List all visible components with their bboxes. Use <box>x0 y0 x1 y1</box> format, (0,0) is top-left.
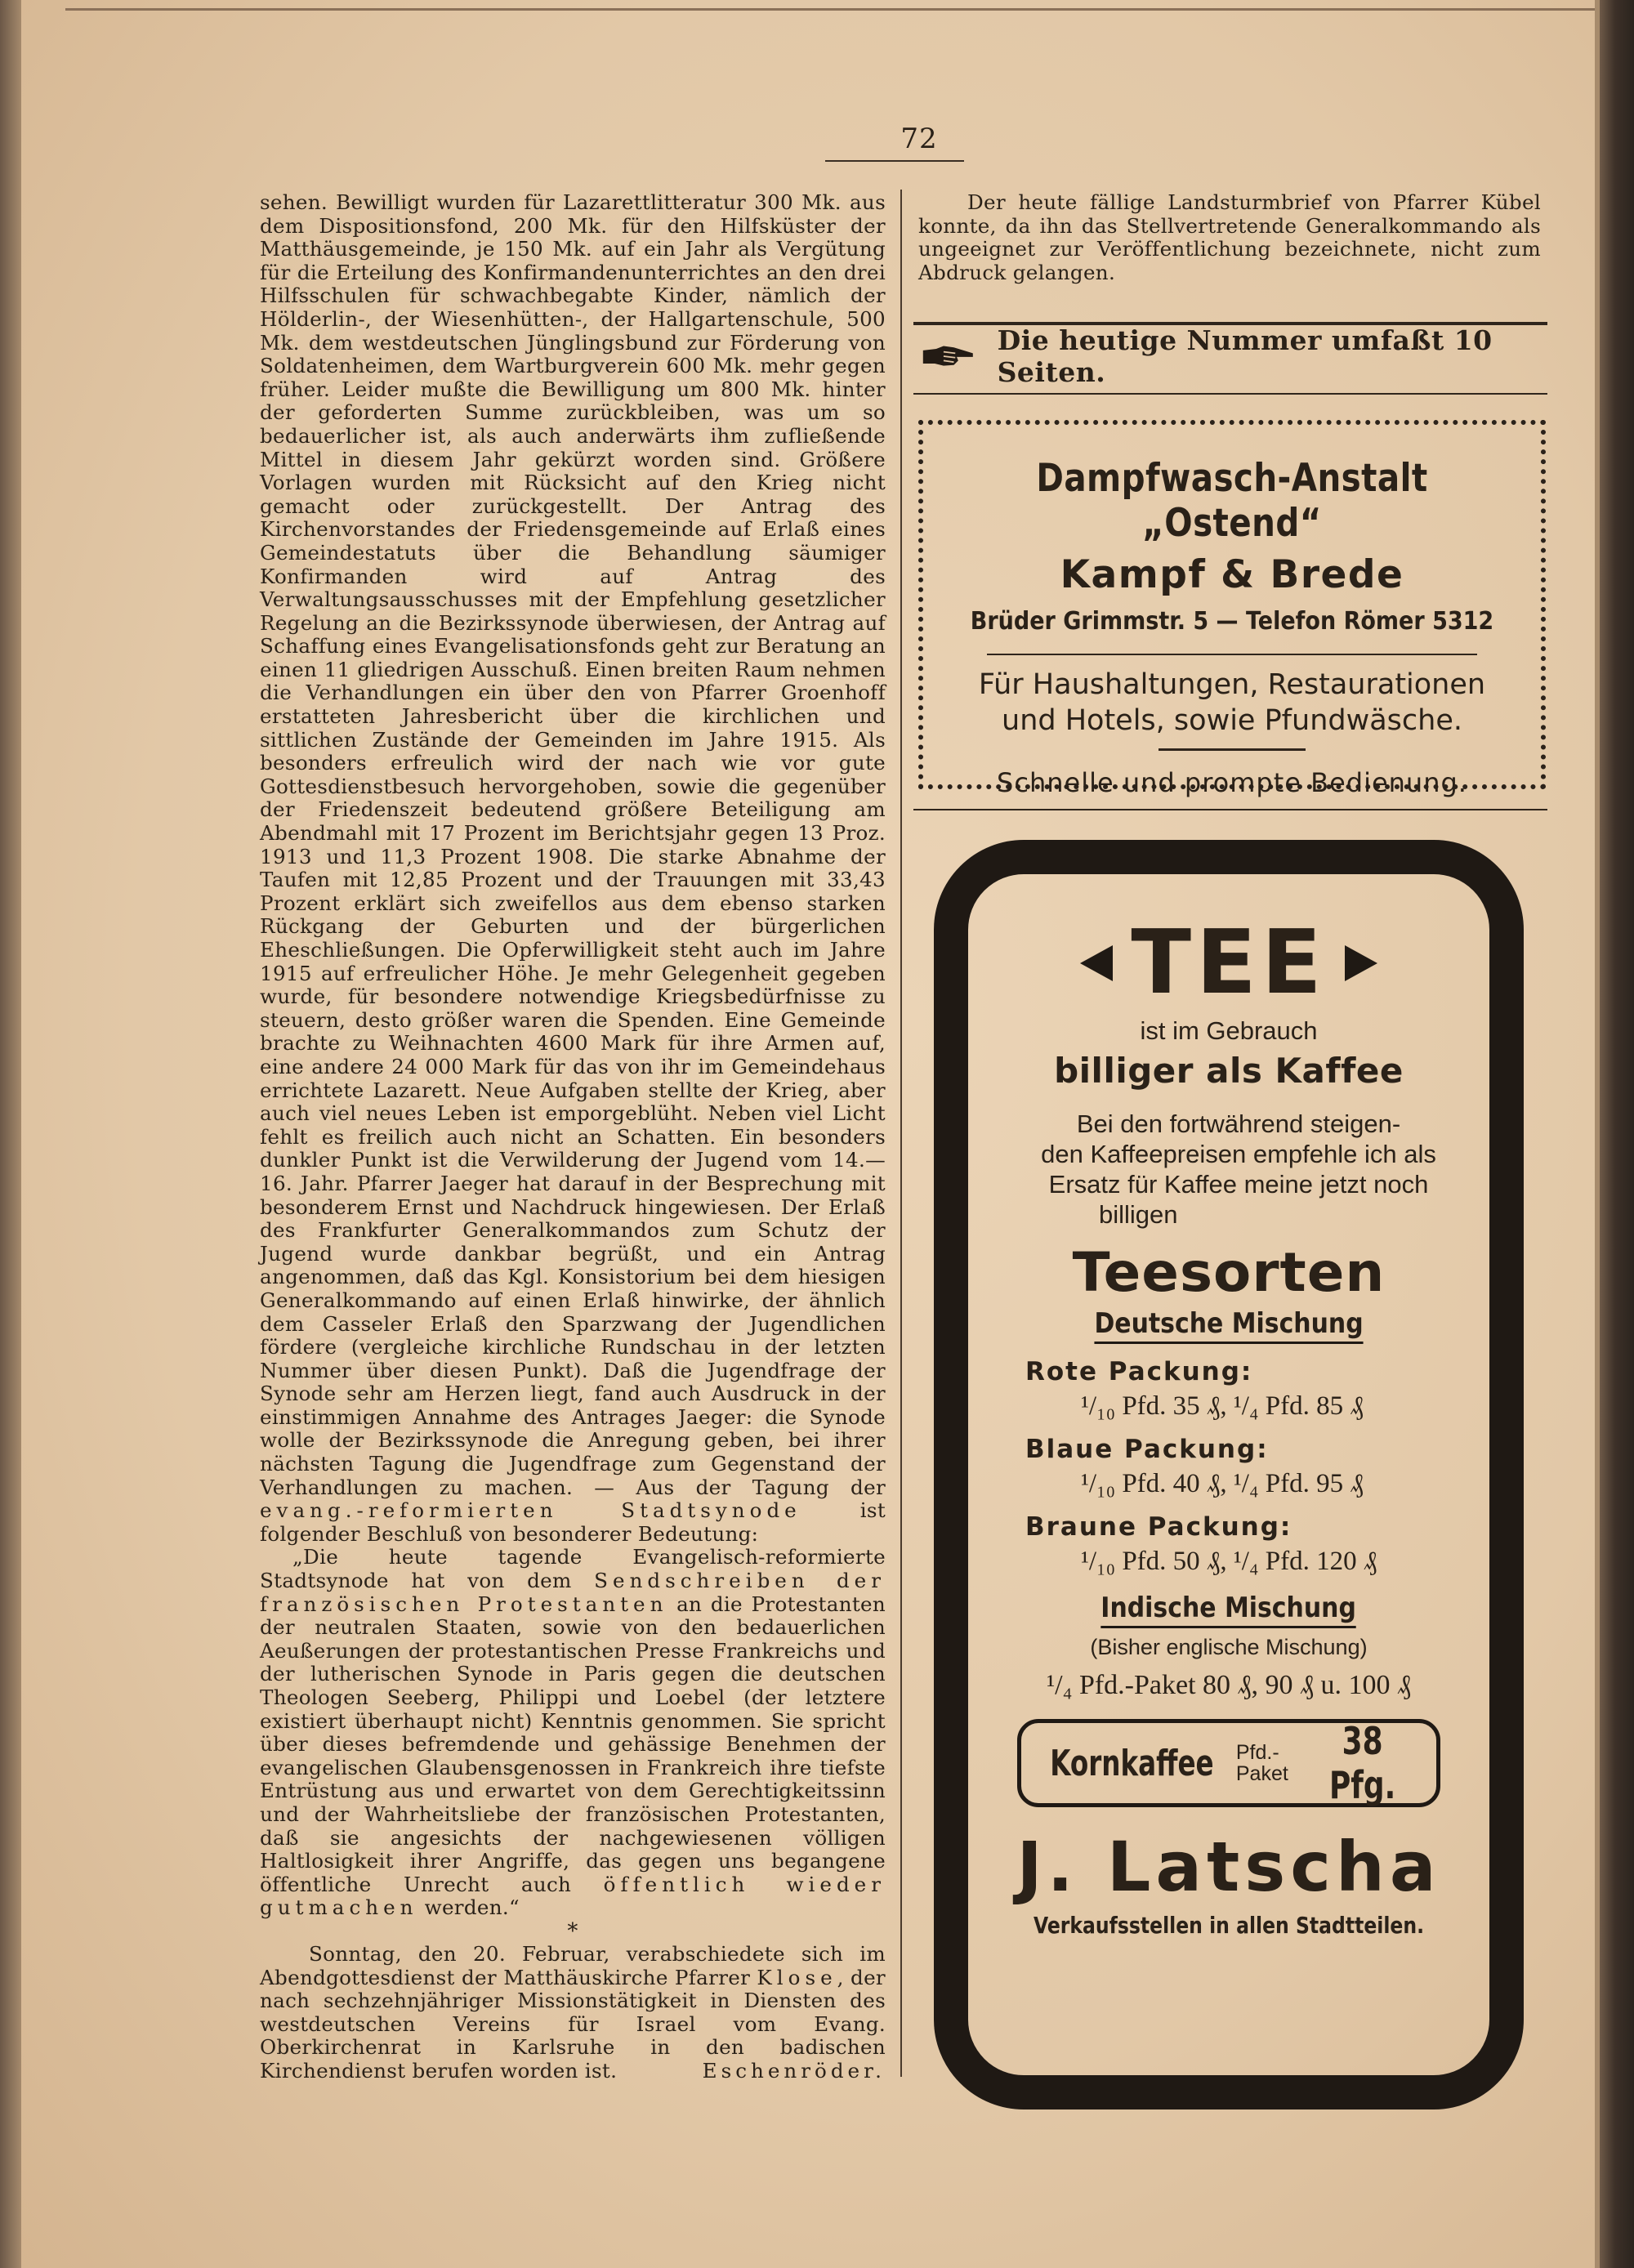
tea-cheaper: billiger als Kaffee <box>1054 1051 1404 1091</box>
resolution-quote <box>260 1546 886 1920</box>
article-text-1: sehen. Bewilligt wurden für Lazarettlitteratur 300 Mk. aus dem Dispositionsfond, 200 Mk. für den Hilfsküster der Matthäusgemeinde, je 150 Mk. auf ein Jahr als Vergütung für die Erteilung des Konfirmandenunterrichtes an den drei Hilfsschulen für schwachbegabte Kinder, nämlich der Hölderlin-, der Wiesenhütten-, der Hallgartenschule, 500 Mk. dem westdeutschen Jünglingsbund zur Förderung von Soldatenheimen, dem Wartburgverein 600 Mk. mehr gegen früher. Leider mußte die Bewilligung um 800 Mk. hinter der geforderten Summe zurückbleiben, was um so bedauerlicher ist, als auch anderwärts ihm zufließende Mittel in diesem Jahr gekürzt worden sind. Größere Vorlagen wurden mit Rücksicht auf den Krieg nicht gemacht oder zurückgestellt. Der Antrag des Kirchenvorstandes der Friedensgemeinde auf Erlaß eines Gemeindestatuts über die Behandlung säumiger Konfirmanden wird auf Antrag des Verwaltungsausschusses mit der Empfehlung gesetzlicher Regelung an die Bezirkssynode überwiesen, der Antrag auf Schaffung eines Evangelisationsfonds geht zur Beratung an einen 11 gliedrigen Ausschuß. Einen breiten Raum nehmen die Verhandlungen ein über den von Pfarrer Groenhoff erstatteten Jahresbericht über die kirchlichen und sittlichen Zustände der Gemeinden im Jahre 1915. Als besonders erfreulich wird der nach wie vor gute Gottesdienstbesuch hervorgehoben, sowie die gegenüber der Friedenszeit bedeutend größere Beteiligung am Abendmahl mit 17 Prozent im Berichtsjahr gegen 13 Proz. 1913 und 11,3 Prozent 1908. Die starke Abnahme der Taufen mit 12,85 Prozent und der Trauungen mit 33,43 Prozent erklärt sich zweifellos aus dem ebenso starken Rückgang der Geburten und der bürgerlichen Eheschließungen. Die Opferwilligkeit steht auch im Jahre 1915 auf erfreulicher Höhe. Je mehr Gelegenheit gegeben wurde, für besondere notwendige Kriegsbedürfnisse zu steuern, desto größer waren die Spenden. Eine Gemeinde brachte zu Weihnachten 4600 Mark für ihre Armen auf, eine andere 24 000 Mark für das von ihr im Gemeindehaus errichtete Lazarett. Neue Aufgaben stellte der Krieg, aber auch viel neues Leben ist emporgeblüht. Neben viel Licht fehlt es freilich auch nicht an Schatten. Ein besonders dunkler Punkt ist die Verwilderung der Jugend vom 14.—16. Jahr. Pfarrer Jaeger hat darauf in der Besprechung mit besonderem Ernst und Nachdruck hingewiesen. Der Erlaß des Frankfurter Generalkommandos zum Schutz der Jugend wurde dankbar begrüßt, und ein Antrag angenommen, daß das Kgl. Konsistorium bei dem hiesigen Generalkommando auf einen Erlaß hinwirke, der ähnlich dem Casseler Erlaß den Sparzwang der Jugendlichen fördere (vergleiche kirchliche Rundschau in der letzten Nummer über diesen Punkt). Daß die Jugendfrage der Synode sehr am Herzen liegt, fand auch Ausdruck in der einstimmigen Annahme des Antrages Jaeger: die Synode wolle der Bezirkssynode die Anregung geben, bei ihrer nächsten Tagung die Jugendfrage zum Gegenstand der Verhandlungen zu machen. — Aus der Tagung der <box>260 190 886 1499</box>
german-mix-title: Deutsche Mischung <box>1094 1307 1363 1344</box>
grain-coffee-unit <box>1236 1742 1288 1784</box>
grain-coffee-unit-2: Paket <box>1235 1762 1288 1785</box>
page-left-edge <box>0 0 21 2268</box>
pack-red-prices: ¹/₁₀ Pfd. 35 ₰, ¹/₄ Pfd. 85 ₰ <box>1081 1391 1364 1421</box>
tea-headline <box>968 912 1489 1014</box>
tea-word: TEE <box>1131 912 1327 1014</box>
grain-coffee-price: 38 Pfg. <box>1328 1719 1396 1807</box>
landsturm-notice: Der heute fällige Landsturmbrief von Pfarrer Kübel konnte, da ihn das Stellvertretende Generalkommando als ungeeignet zur Veröffentlichung bezeichnete, nicht zum Abdruck gelangen. <box>918 190 1541 284</box>
quote-emphasis-1: Sendschreiben der französischen Protestanten <box>260 1569 886 1616</box>
merchant-name: J. Latscha <box>1016 1827 1441 1907</box>
article-text-1-end: ist folgender Beschluß von besonderer Bedeutung: <box>260 1498 886 1546</box>
laundry-desc-line-2: und Hotels, sowie Pfundwäsche. <box>1002 704 1462 737</box>
pack-blue-label: Blaue Packung: <box>1025 1435 1269 1464</box>
pack-brown-prices: ¹/₁₀ Pfd. 50 ₰, ¹/₄ Pfd. 120 ₰ <box>1081 1547 1377 1576</box>
column-divider <box>900 190 902 2077</box>
laundry-title: Dampfwasch-Anstalt „Ostend“ <box>1036 456 1428 546</box>
indian-mix-note: (Bisher englische Mischung) <box>1090 1635 1368 1659</box>
page-number-rule <box>825 160 964 162</box>
indian-mix-prices: ¹/₄ Pfd.-Paket 80 ₰, 90 ₰ u. 100 ₰ <box>1046 1670 1412 1700</box>
quote-text-c: werden.“ <box>417 1895 520 1920</box>
laundry-service: Schnelle und prompte Bedienung. <box>997 767 1467 798</box>
section-separator: * <box>567 1918 578 1944</box>
grain-coffee-unit-1: Pfd.- <box>1235 1741 1279 1764</box>
triangle-left-icon <box>1080 945 1113 981</box>
laundry-description <box>923 667 1541 739</box>
page-count-notice <box>918 324 1547 388</box>
pack-brown-label: Braune Packung: <box>1025 1512 1292 1542</box>
pages-rule <box>913 393 1547 395</box>
pointing-hand-icon <box>922 342 975 371</box>
top-rule <box>65 8 1609 11</box>
laundry-advertisement <box>918 420 1546 798</box>
tea-advertisement <box>934 840 1524 2110</box>
tea-body-line-1: Bei den fortwährend steigen- <box>1076 1109 1401 1138</box>
advertisement-rule <box>913 809 1547 810</box>
quote-text-a: „Die heute tagende Evangelisch-reformierte Stadtsynode hat von dem <box>260 1545 886 1593</box>
book-binding <box>1600 0 1634 2268</box>
quote-text-b: an die Protestanten der neutralen Staaten, sowie von den bedauerlichen Aeußerungen der protestantischen Presse Frankreichs und der lutherischen Synode in Paris gegen die deutschen Theologen Seeberg, Philippi und Loebel (der letztere existiert überhaupt nicht) Kenntnis genommen. Sie spricht über dieses befremdende und gehässige Benehmen der evangelischen Glaubensgenossen in Frankreich ihre tiefste Entrüstung aus und erwartet von dem Gerechtigkeitssinn und der Wahrheitsliebe der französischen Protestanten, daß sie angesichts der nachgewiesenen völligen Haltlosigkeit ihrer Angriffe, das gegen uns begangene öffentliche Unrecht auch <box>260 1592 886 1896</box>
triangle-right-icon <box>1345 945 1377 981</box>
pack-red <box>968 1357 1489 1422</box>
article-text-2b: , der nach sechzehnjähriger Missionstätigkeit in Diensten des westdeutschen Vereins für Israel vom Evang. Oberkirchenrat in Karlsruhe in den badischen Kirchendienst berufen worden ist. <box>260 1965 886 2083</box>
quote-emphasis-2: öffentlich wieder gutmachen <box>260 1872 886 1920</box>
laundry-address: Brüder Grimmstr. 5 — Telefon Römer 5312 <box>970 607 1494 636</box>
author-signature: Eschenröder. <box>702 2058 886 2083</box>
tea-in-use: ist im Gebrauch <box>1140 1016 1318 1045</box>
page-count-text: Die heutige Nummer umfaßt 10 Seiten. <box>997 324 1493 388</box>
tea-sorts-title: Teesorten <box>1072 1241 1386 1304</box>
tea-body-text <box>1020 1109 1457 1230</box>
laundry-rule <box>987 654 1477 655</box>
tea-body-line-3: Ersatz für Kaffee meine jetzt noch <box>1048 1170 1429 1199</box>
article-column <box>260 190 886 2083</box>
laundry-desc-line-1: Für Haushaltungen, Restaurationen <box>978 668 1486 701</box>
pack-blue <box>968 1435 1489 1499</box>
article-paragraph-2 <box>260 1943 886 2083</box>
tea-body-line-2: den Kaffeepreisen empfehle ich als <box>1041 1140 1436 1168</box>
laundry-rule-short <box>1159 748 1306 751</box>
pack-brown <box>968 1512 1489 1577</box>
merchant-outlets: Verkaufsstellen in allen Stadtteilen. <box>1033 1912 1425 1939</box>
laundry-firm: Kampf & Brede <box>1060 552 1404 597</box>
pack-red-label: Rote Packung: <box>1025 1357 1253 1386</box>
pack-blue-prices: ¹/₁₀ Pfd. 40 ₰, ¹/₄ Pfd. 95 ₰ <box>1081 1469 1364 1498</box>
grain-coffee-name: Kornkaffee <box>1050 1742 1214 1784</box>
article-paragraph-1 <box>260 191 886 1546</box>
article-text-2a: Sonntag, den 20. Februar, verabschiedete sich im Abendgottesdienst der Matthäuskirche Pfarrer <box>260 1941 886 1989</box>
pastor-name: Klose <box>757 1965 837 1989</box>
tea-body-line-4: billigen <box>1099 1200 1178 1229</box>
indian-mix-title: Indische Mischung <box>1101 1592 1357 1628</box>
synod-name: evang.-reformierten Stadtsynode <box>260 1498 801 1523</box>
page-number: 72 <box>900 123 938 155</box>
grain-coffee-box <box>1017 1719 1440 1807</box>
